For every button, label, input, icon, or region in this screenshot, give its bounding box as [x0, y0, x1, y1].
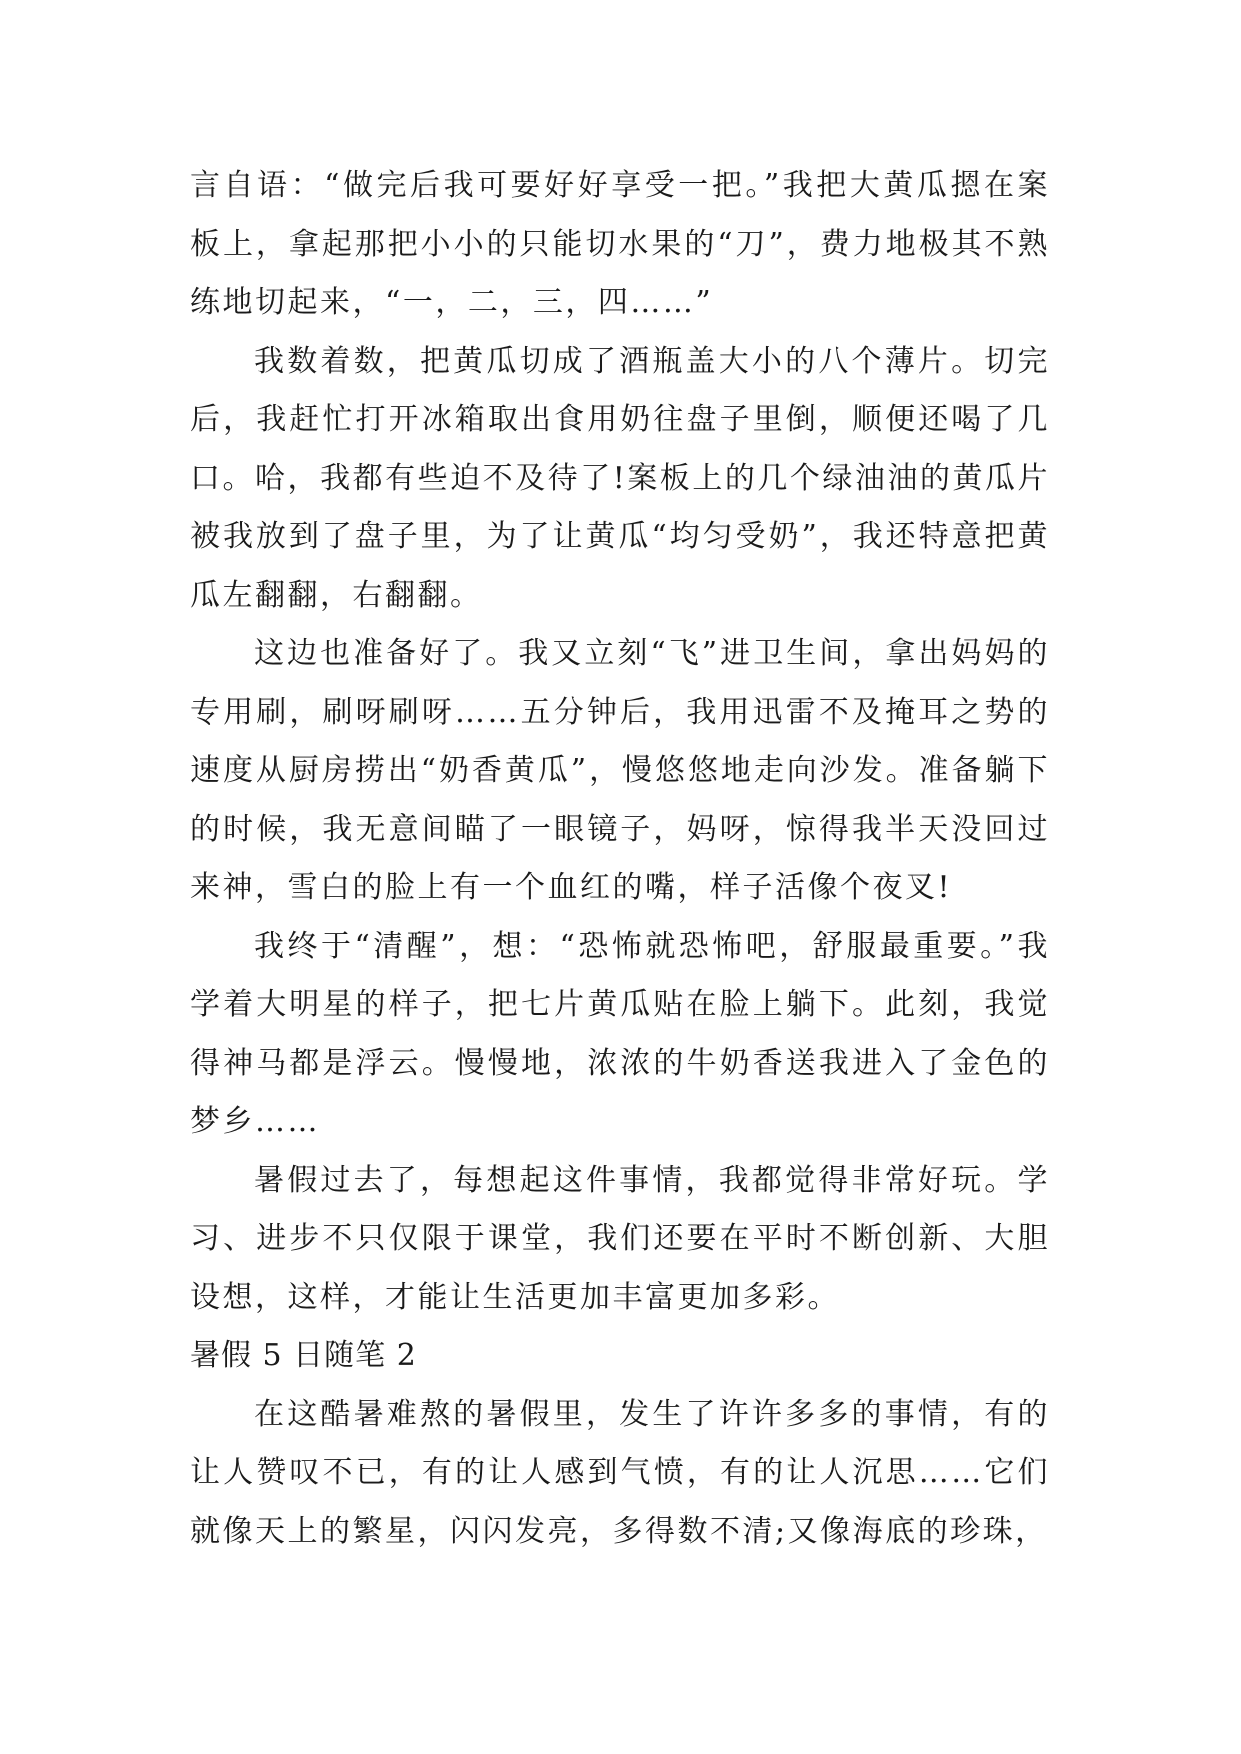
section-heading: 暑假 5 日随笔 2 [190, 1338, 417, 1373]
paragraph-summer-intro: 在这酷暑难熬的暑假里，发生了许许多多的事情，有的让人赞叹不已，有的让人感到气愤，有的让人沉思……它们就像天上的繁星，闪闪发亮，多得数不清;又像海底的珍珠， [190, 1396, 1050, 1549]
document-body [190, 157, 1050, 1561]
paragraph-conclusion: 暑假过去了，每想起这件事情，我都觉得非常好玩。学习、进步不只仅限于课堂，我们还要在平时不断创新、大胆设想，这样，才能让生活更加丰富更加多彩。 [190, 1162, 1050, 1315]
paragraph-dream: 我终于“清醒”，想：“恐怖就恐怖吧，舒服最重要。”我学着大明星的样子，把七片黄瓜贴在脸上躺下。此刻，我觉得神马都是浮云。慢慢地，浓浓的牛奶香送我进入了金色的梦乡…… [190, 928, 1050, 1139]
paragraph-continuation: 言自语：“做完后我可要好好享受一把。”我把大黄瓜摁在案板上，拿起那把小小的只能切水果的“刀”，费力地极其不熟练地切起来，“一，二，三，四……” [190, 168, 1050, 320]
paragraph-mirror: 这边也准备好了。我又立刻“飞”进卫生间，拿出妈妈的专用刷，刷呀刷呀……五分钟后，我用迅雷不及掩耳之势的速度从厨房捞出“奶香黄瓜”，慢悠悠地走向沙发。准备躺下的时候，我无意间瞄了一眼镜子，妈呀，惊得我半天没回过来神，雪白的脸上有一个血红的嘴，样子活像个夜叉! [190, 636, 1050, 905]
paragraph-cucumber-slices: 我数着数，把黄瓜切成了酒瓶盖大小的八个薄片。切完后，我赶忙打开冰箱取出食用奶往盘子里倒，顺便还喝了几口。哈，我都有些迫不及待了!案板上的几个绿油油的黄瓜片被我放到了盘子里，为了让黄瓜“均匀受奶”，我还特意把黄瓜左翻翻，右翻翻。 [190, 343, 1050, 613]
